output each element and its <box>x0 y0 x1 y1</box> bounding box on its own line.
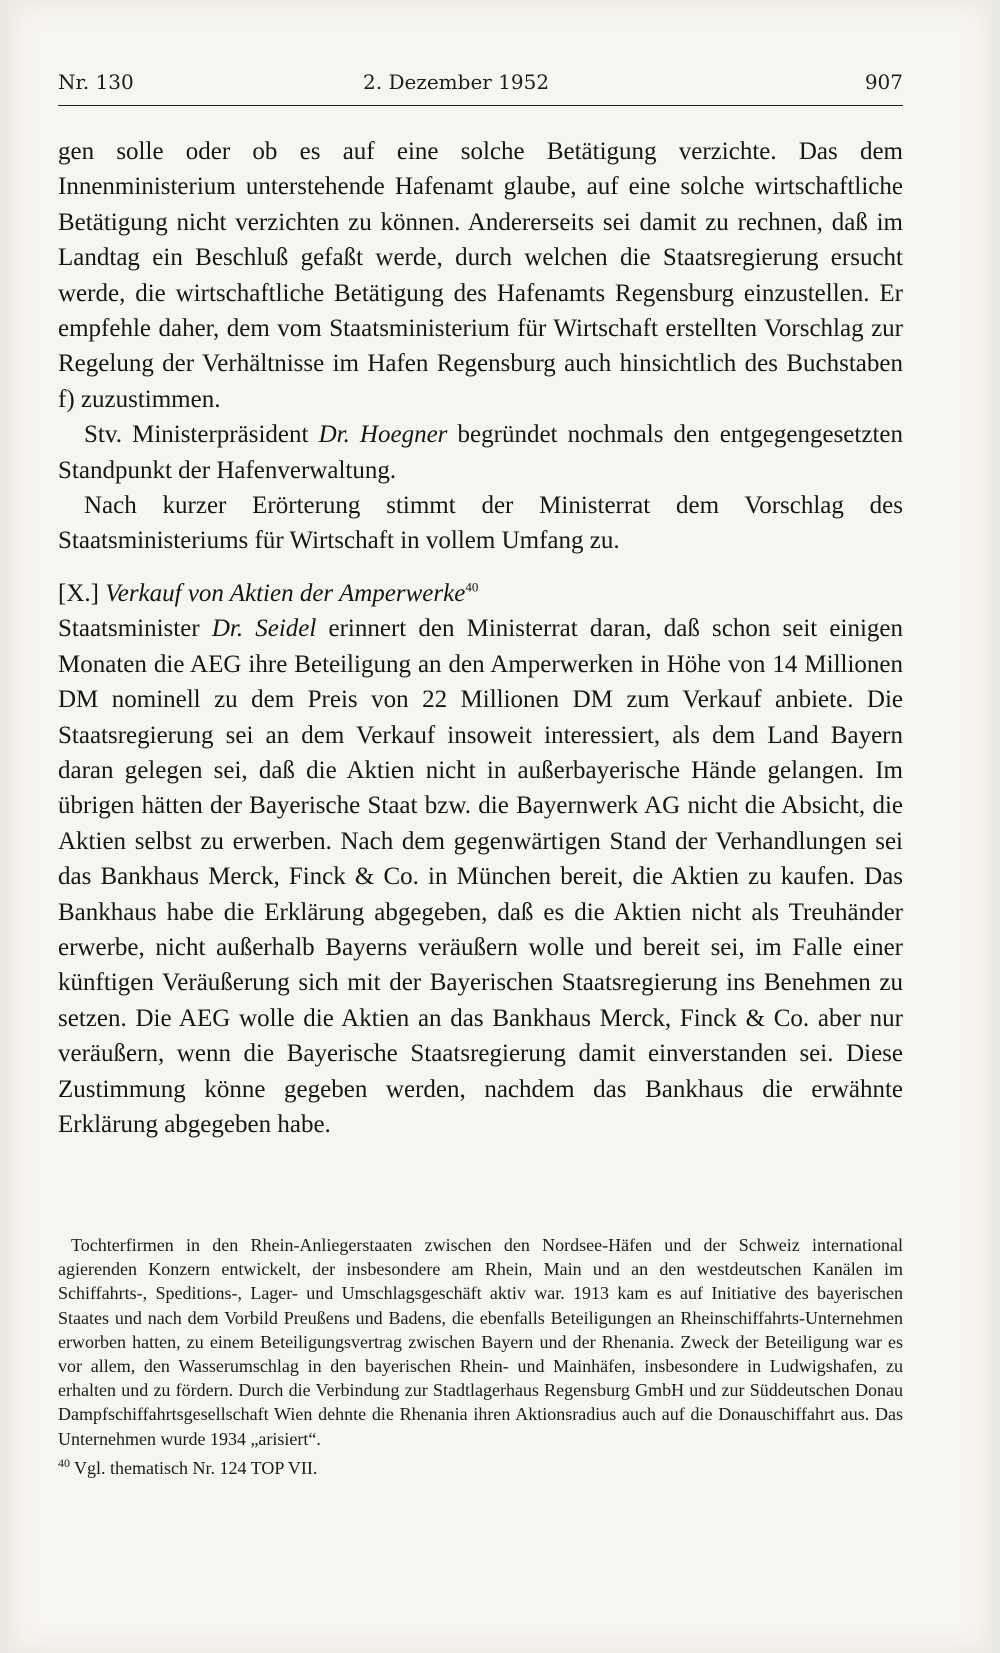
header-date: 2. Dezember 1952 <box>363 70 550 94</box>
speaker-name: Dr. Seidel <box>211 615 317 643</box>
paragraph: Nach kurzer Erörterung stimmt der Ministerrat dem Vorschlag des Staatsministeriums für Wirtschaft in vollem Umfang zu. <box>58 492 903 555</box>
page-header <box>58 70 903 100</box>
speaker-name: Dr. Hoegner <box>318 421 448 449</box>
protocol-number: Nr. 130 <box>58 70 134 94</box>
text-run: erinnert den Ministerrat daran, daß schon seit einigen Monaten die AEG ihre Beteiligung an den Amperwerken in Höhe von 14 Millionen DM nominell zu dem Preis von 22 Millionen DM zum Verkauf anbiete. Die Staatsregierung sei an dem Verkauf insoweit interessiert, als dem Land Bayern daran gelegen sei, daß die Aktien nicht in außerbayerische Hände gelangen. Im übrigen hätten der Bayerische Staat bzw. die Bayernwerk AG nicht die Absicht, die Aktien selbst zu erwerben. Nach dem gegenwärtigen Stand der Verhandlungen sei das Bankhaus Merck, Finck & Co. in München bereit, die Aktien zu kaufen. Das Bankhaus habe die Erklärung abgegeben, daß es die Aktien nicht als Treuhänder erwerbe, nicht außerhalb Bayerns veräußern wolle und bereit sei, im Falle einer künftigen Veräußerung sich mit der Bayerischen Staatsregierung ins Benehmen zu setzen. Die AEG wolle die Aktien an das Bankhaus Merck, Finck & Co. aber nur veräußern, wenn die Bayerische Staatsregierung damit einverstanden sei. Diese Zustimmung könne gegeben werden, nachdem das Bankhaus die erwähnte Erklärung abgegeben habe. <box>58 615 903 1138</box>
text-run: Staatsminister <box>58 615 212 643</box>
footnote-40 <box>58 1451 903 1480</box>
heading-number: [X.] <box>58 579 106 607</box>
footnote-ref: 40 <box>465 579 479 595</box>
footnote-text: Vgl. thematisch Nr. 124 TOP VII. <box>74 1457 318 1478</box>
header-rule <box>58 105 903 106</box>
paragraph <box>58 417 903 488</box>
text-run: begründet nochmals den entgegengesetzten Standpunkt der Hafenverwaltung. <box>58 421 903 484</box>
footnote-continuation: Tochterfirmen in den Rhein-Anliegerstaaten zwischen den Nordsee-Häfen und der Schweiz international agierenden Konzern entwickelt, der insbesondere am Rhein, Main und an den westdeutschen Kanälen im Schiffahrts-, Speditions-, Lager- und Umschlagsgeschäft aktiv war. 1913 kam es auf Initiative des bayerischen Staates und nach dem Vorbild Preußens und Badens, die ebenfalls Beteiligungen an Rheinschiffahrts-Unternehmen erworben hatten, zu einem Beteiligungsvertrag zwischen Bayern und der Rhenania. Zweck der Beteiligung war es vor allem, den Wasserumschlag in den bayerischen Rhein- und Mainhäfen, insbesondere in Ludwigshafen, zu erhalten und zu fördern. Durch die Verbindung zur Stadtlagerhaus Regensburg GmbH und zur Süddeutschen Donau Dampfschiffahrtsgesellschaft Wien dehnte die Rhenania ihren Aktionsradius auch auf die Donauschiffahrt aus. Das Unternehmen wurde 1934 „arisiert“. <box>58 1235 903 1449</box>
page-number: 907 <box>864 70 903 94</box>
document-page <box>8 0 992 1653</box>
section-heading <box>58 576 903 611</box>
footnote-mark: 40 <box>58 1455 70 1470</box>
main-text <box>58 134 903 1142</box>
heading-title: Verkauf von Aktien der Amperwerke <box>105 579 466 607</box>
paragraph: gen solle oder ob es auf eine solche Betätigung verzichte. Das dem Innenministerium unterstehende Hafenamt glaube, auf eine solche wirtschaftliche Betätigung nicht verzichten zu können. Andererseits sei damit zu rechnen, daß im Landtag ein Beschluß gefaßt werde, durch welchen die Staatsregierung ersucht werde, die wirtschaftliche Betätigung des Hafenamts Regensburg einzustellen. Er empfehle daher, dem vom Staatsministerium für Wirtschaft erstellten Vorschlag zur Regelung der Verhältnisse im Hafen Regensburg auch hinsichtlich des Buchstaben f) zuzustimmen. <box>58 138 903 413</box>
paragraph <box>58 611 903 1142</box>
footnotes <box>58 1233 903 1480</box>
text-run: Stv. Ministerpräsident <box>84 421 319 449</box>
